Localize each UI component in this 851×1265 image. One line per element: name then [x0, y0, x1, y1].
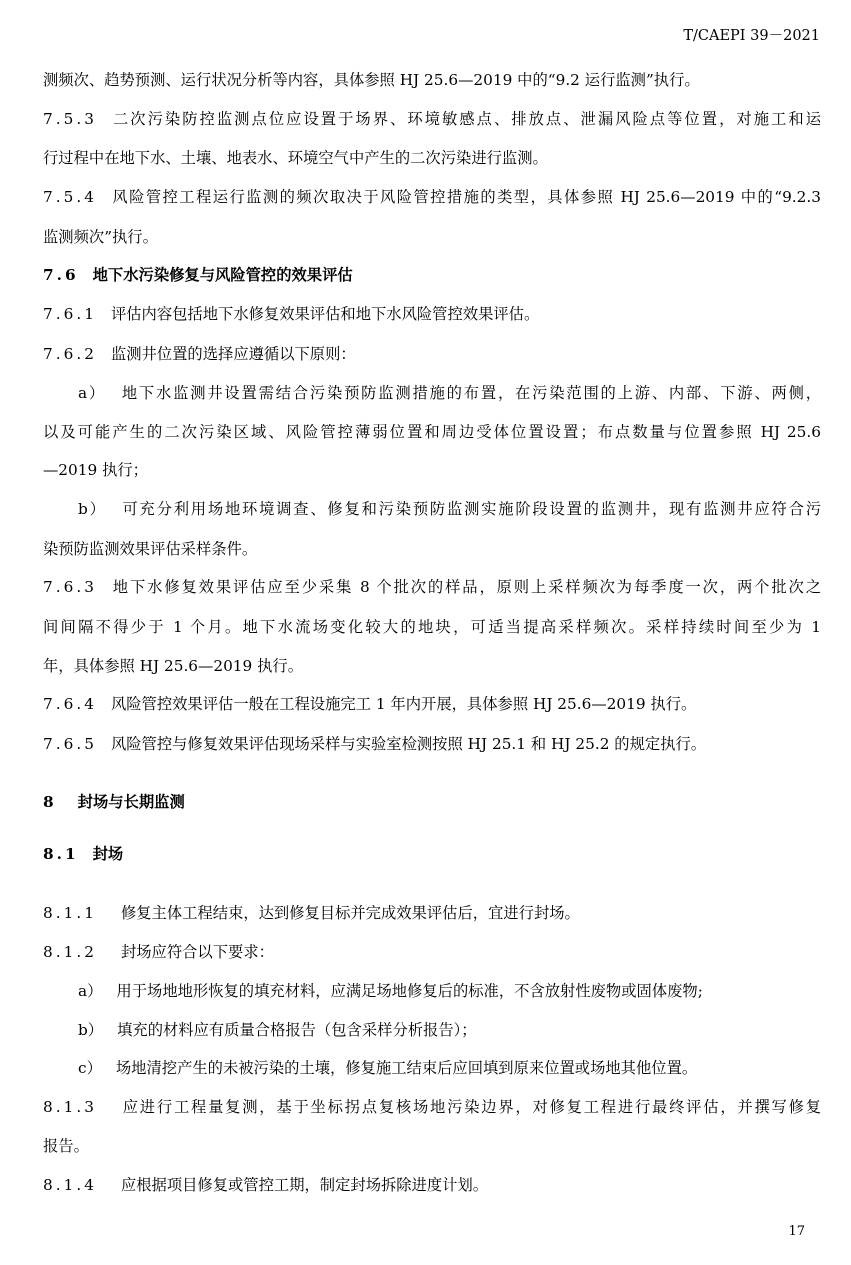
clause-number: 7.6.5 — [43, 735, 97, 753]
list-text: 填充的材料应有质量合格报告（包含采样分析报告）； — [117, 1021, 477, 1039]
list-item-a — [78, 981, 821, 1001]
clause-7-6-1 — [43, 304, 821, 324]
paragraph-line — [43, 617, 821, 637]
clause-text: 应进行工程量复测，基于坐标拐点复核场地污染边界，对修复工程进行最终评估，并撰写修复 — [120, 1098, 821, 1116]
text: —2019 执行； — [43, 461, 148, 479]
text: 报告。 — [43, 1137, 89, 1155]
clause-text: 风险管控与修复效果评估现场采样与实验室检测按照 HJ 25.1 和 HJ 25.2 的规定执行。 — [110, 735, 707, 753]
list-text: 用于场地地形恢复的填充材料，应满足场地修复后的标准，不含放射性废物或固体废物; — [116, 982, 703, 1000]
paragraph-line — [43, 1136, 821, 1156]
text: 测频次、趋势预测、运行状况分析等内容，具体参照 HJ 25.6—2019 中的“9.2 运行监测”执行。 — [43, 71, 700, 89]
list-text: 地下水监测井设置需结合污染预防监测措施的布置，在污染范围的上游、内部、下游、两侧， — [120, 384, 821, 402]
paragraph-line — [43, 460, 821, 480]
clause-text: 应根据项目修复或管控工期，制定封场拆除进度计划。 — [120, 1176, 489, 1194]
clause-number: 8.1.4 — [43, 1176, 97, 1194]
list-item-b — [78, 499, 821, 519]
paragraph-line — [43, 422, 821, 442]
clause-number: 7.6.4 — [43, 695, 97, 713]
list-text: 可充分利用场地环境调查、修复和污染预防监测实施阶段设置的监测井，现有监测井应符合污 — [120, 500, 821, 518]
clause-text: 风险管控工程运行监测的频次取决于风险管控措施的类型，具体参照 HJ 25.6—2019 中的“9.2.3 — [110, 188, 821, 206]
section-number: 7.6 — [43, 266, 79, 284]
clause-8-1-1 — [43, 903, 821, 923]
clause-7-6-4 — [43, 694, 821, 714]
document-header-id: T/CAEPI 39－2021 — [683, 28, 820, 44]
clause-7-6-5 — [43, 734, 821, 754]
paragraph-line — [43, 148, 821, 168]
clause-number: 8.1.2 — [43, 943, 97, 961]
text: 间间隔不得少于 1 个月。地下水流场变化较大的地块，可适当提高采样频次。采样持续时间至少为 1 — [43, 618, 821, 636]
text: 行过程中在地下水、土壤、地表水、环境空气中产生的二次污染进行监测。 — [43, 149, 548, 167]
clause-text: 监测井位置的选择应遵循以下原则： — [110, 345, 356, 363]
section-number: 8.1 — [43, 845, 79, 863]
clause-7-5-4 — [43, 187, 821, 207]
list-marker: c） — [78, 1059, 102, 1077]
clause-8-1-3 — [43, 1097, 821, 1117]
clause-7-6-2 — [43, 344, 821, 364]
clause-text: 风险管控效果评估一般在工程设施完工 1 年内开展，具体参照 HJ 25.6—2019 执行。 — [110, 695, 697, 713]
chapter-number: 8 — [43, 793, 54, 811]
paragraph-line — [43, 656, 821, 676]
list-item-b — [78, 1020, 821, 1040]
chapter-title: 封场与长期监测 — [77, 793, 185, 811]
text: 监测频次”执行。 — [43, 228, 158, 246]
clause-text: 二次污染防控监测点位应设置于场界、环境敏感点、排放点、泄漏风险点等位置，对施工和运 — [110, 110, 821, 128]
paragraph-line — [43, 227, 821, 247]
clause-text: 评估内容包括地下水修复效果评估和地下水风险管控效果评估。 — [110, 305, 540, 323]
clause-text: 地下水修复效果评估应至少采集 8 个批次的样品，原则上采样频次为每季度一次，两个批次之 — [110, 578, 821, 596]
clause-7-6-3 — [43, 577, 821, 597]
text: 染预防监测效果评估采样条件。 — [43, 540, 258, 558]
clause-number: 7.6.3 — [43, 578, 97, 596]
clause-text: 修复主体工程结束，达到修复目标并完成效果评估后，宜进行封场。 — [120, 904, 580, 922]
list-item-a — [78, 383, 821, 403]
list-item-c — [78, 1058, 821, 1078]
paragraph-line — [43, 70, 821, 90]
list-marker: a） — [78, 982, 103, 1000]
section-title: 地下水污染修复与风险管控的效果评估 — [92, 266, 353, 284]
text: 年，具体参照 HJ 25.6—2019 执行。 — [43, 657, 304, 675]
section-heading-7-6 — [43, 265, 821, 285]
chapter-heading-8 — [43, 792, 821, 812]
clause-number: 8.1.1 — [43, 904, 97, 922]
paragraph-line — [43, 539, 821, 559]
clause-8-1-2 — [43, 942, 821, 962]
clause-7-5-3 — [43, 109, 821, 129]
clause-8-1-4 — [43, 1175, 821, 1195]
clause-text: 封场应符合以下要求： — [120, 943, 274, 961]
clause-number: 7.5.4 — [43, 188, 97, 206]
page-number: 17 — [788, 1224, 805, 1239]
list-marker: b） — [78, 500, 107, 518]
section-heading-8-1 — [43, 844, 821, 864]
clause-number: 7.5.3 — [43, 110, 97, 128]
clause-number: 8.1.3 — [43, 1098, 97, 1116]
text: 以及可能产生的二次污染区域、风险管控薄弱位置和周边受体位置设置；布点数量与位置参照 HJ 25.6 — [43, 423, 821, 441]
list-text: 场地清挖产生的未被污染的土壤，修复施工结束后应回填到原来位置或场地其他位置。 — [115, 1059, 698, 1077]
list-marker: b） — [78, 1021, 104, 1039]
list-marker: a） — [78, 384, 107, 402]
clause-number: 7.6.2 — [43, 345, 97, 363]
section-title: 封场 — [92, 845, 124, 863]
clause-number: 7.6.1 — [43, 305, 97, 323]
